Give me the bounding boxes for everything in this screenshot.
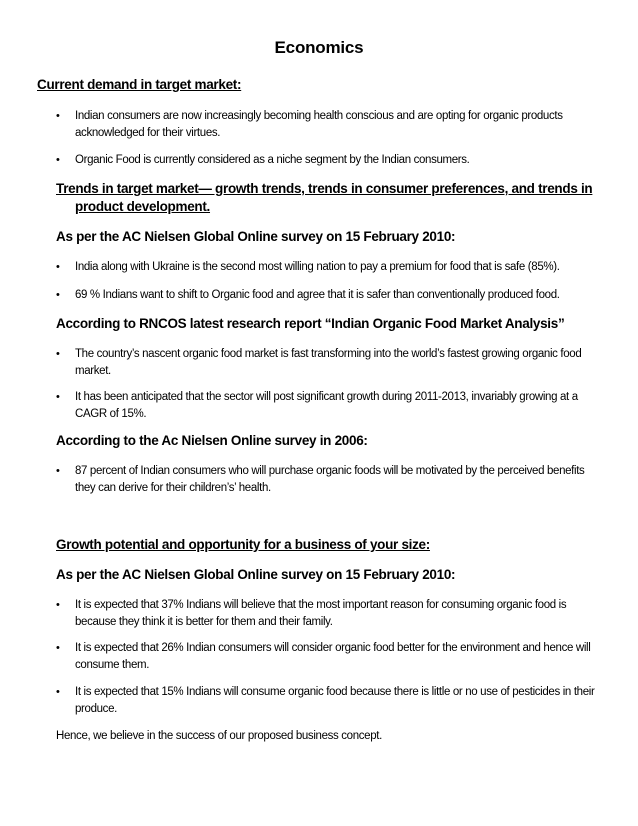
heading-nielsen-2010: As per the AC Nielsen Global Online survey on 15 February 2010:: [56, 567, 456, 582]
list-item: [56, 597, 604, 631]
heading-nielsen-2010: As per the AC Nielsen Global Online survey on 15 February 2010:: [56, 229, 456, 244]
list-item: [56, 640, 604, 674]
list-item: [56, 259, 604, 276]
heading-growth-potential: Growth potential and opportunity for a business of your size:: [56, 537, 430, 552]
heading-trends-line1: Trends in target market— growth trends, trends in consumer preferences, and trends in: [56, 181, 593, 196]
list-item: [56, 287, 604, 304]
heading-current-demand: Current demand in target market:: [37, 77, 242, 92]
page-title: Economics: [274, 38, 364, 57]
list-item: [56, 152, 604, 169]
list-item-text: It is expected that 37% Indians will believe that the most important reason for consuming organic food is because they think it is better for them and their family.: [75, 599, 567, 628]
list-item: [56, 463, 604, 497]
list-item-text: India along with Ukraine is the second most willing nation to pay a premium for food that is safe (85%).: [75, 261, 560, 273]
list-item: [56, 389, 604, 423]
bullet-icon: •: [56, 348, 60, 360]
bullet-icon: •: [56, 465, 60, 477]
heading-nielsen-2006: According to the Ac Nielsen Online survey in 2006:: [56, 433, 368, 448]
heading-trends: [56, 180, 596, 216]
list-item: [56, 346, 604, 380]
list-item-text: It has been anticipated that the sector will post significant growth during 2011-2013, invariably growing at a CAGR of 15%.: [75, 391, 578, 420]
bullet-icon: •: [56, 599, 60, 611]
bullet-icon: •: [56, 642, 60, 654]
list-item-text: 69 % Indians want to shift to Organic food and agree that it is safer than conventionally produced food.: [75, 289, 560, 301]
list-item-text: Indian consumers are now increasingly becoming health conscious and are opting for organic products acknowledged for their virtues.: [75, 110, 563, 139]
bullet-icon: •: [56, 261, 60, 273]
list-item: [56, 108, 604, 142]
list-item-text: 87 percent of Indian consumers who will purchase organic foods will be motivated by the perceived benefits they can derive for their children’s’ health.: [75, 465, 585, 494]
list-item-text: It is expected that 15% Indians will consume organic food because there is little or no use of pesticides in their produce.: [75, 686, 595, 715]
bullet-icon: •: [56, 289, 60, 301]
conclusion-text: Hence, we believe in the success of our proposed business concept.: [56, 730, 382, 742]
heading-rncos: According to RNCOS latest research report “Indian Organic Food Market Analysis”: [56, 316, 565, 331]
list-item-text: The country’s nascent organic food market is fast transforming into the world’s fastest growing organic food market.: [75, 348, 582, 377]
bullet-icon: •: [56, 154, 60, 166]
list-item: [56, 684, 604, 718]
bullet-icon: •: [56, 686, 60, 698]
heading-trends-line2: product development.: [75, 199, 211, 214]
bullet-icon: •: [56, 391, 60, 403]
bullet-icon: •: [56, 110, 60, 122]
list-item-text: Organic Food is currently considered as a niche segment by the Indian consumers.: [75, 154, 470, 166]
list-item-text: It is expected that 26% Indian consumers will consider organic food better for the environment and hence will consume them.: [75, 642, 591, 671]
